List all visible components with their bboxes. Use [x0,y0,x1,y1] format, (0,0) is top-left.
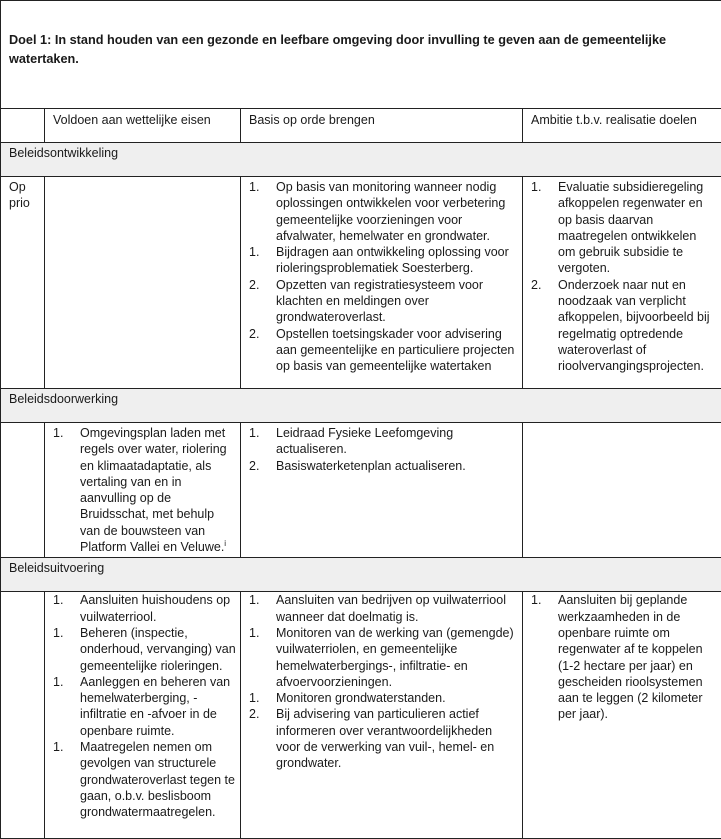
column-header-row [1,109,721,143]
cell-wettelijk [45,592,241,839]
list-item-text: Aansluiten huishoudens op vuilwaterriool. [80,593,230,623]
list-item [249,592,518,625]
column-header-basis: Basis op orde brengen [241,109,523,143]
column-header-wettelijk: Voldoen aan wettelijke eisen [45,109,241,143]
section-heading-beleidsontwikkeling: Beleidsontwikkeling [1,143,721,177]
list-number: 1. [249,690,259,706]
row-label: Op prio [1,177,45,389]
list-item [531,277,717,375]
list-item-text: Onderzoek naar nut en noodzaak van verplicht afkoppelen, bijvoorbeeld bij regelmatig optredende wateroverlast of rioolvervangingsprojecten. [558,278,710,373]
list-item [53,625,236,674]
list-item-text: Bij advisering van particulieren actief informeren over verantwoordelijkheden voor de verwerking van vuil-, hemel- en grondwater. [276,707,494,770]
list-number: 1. [249,179,259,195]
list-number: 1. [249,425,259,441]
list-item [249,277,518,326]
row-label [1,592,45,839]
cell-basis [241,177,523,389]
list-number: 2. [249,326,259,342]
list-number: 2. [249,277,259,293]
list-item [53,674,236,739]
list-number: 1. [249,592,259,608]
list-number: 1. [53,425,63,441]
section-heading-beleidsuitvoering: Beleidsuitvoering [1,558,721,592]
list-item [531,592,717,722]
list-item-text: Evaluatie subsidieregeling afkoppelen regenwater en op basis daarvan maatregelen ontwikkelen om gebruik subsidie te vergoten. [558,180,703,275]
section-row-beleidsuitvoering [1,592,721,839]
cell-ambitie [523,177,721,389]
list-item-text: Aansluiten bij geplande werkzaamheden in de openbare ruimte om regenwater af te koppelen (1-2 hectare per jaar) en gescheiden rioolsystemen aan te leggen (2 kilometer per jaar). [558,593,703,721]
list-item [249,706,518,771]
column-header-ambitie: Ambitie t.b.v. realisatie doelen [523,109,721,143]
cell-wettelijk [45,177,241,389]
cell-wettelijk [45,423,241,558]
footnote-marker: i [224,539,226,548]
list-number: 1. [53,592,63,608]
column-header-label [1,109,45,143]
list-item [249,179,518,244]
section-heading-row [1,558,721,592]
list-item-text: Bijdragen aan ontwikkeling oplossing voor rioleringsproblematiek Soesterberg. [276,245,509,275]
list-item-text: Maatregelen nemen om gevolgen van structurele grondwateroverlast tegen te gaan, o.b.v. beslisboom grondwatermaatregelen. [80,740,235,819]
list-item [249,690,518,706]
list-item-text: Leidraad Fysieke Leefomgeving actualiseren. [276,426,453,456]
list-number: 1. [53,739,63,755]
list-item-text: Basiswaterketenplan actualiseren. [276,459,466,473]
list-number: 2. [249,706,259,722]
list-number: 1. [249,625,259,641]
title-row [1,1,721,109]
list-item [249,244,518,277]
row-label [1,423,45,558]
section-heading-row [1,143,721,177]
list-number: 2. [249,458,259,474]
list-item-text: Omgevingsplan laden met regels over water, riolering en klimaatadaptatie, als vertaling van en in aanvulling op de Bruidsschat, met behulp van de bouwsteen van Platform Vallei en Veluwe. [80,426,227,554]
section-heading-beleidsdoorwerking: Beleidsdoorwerking [1,389,721,423]
list-item-text: Opstellen toetsingskader voor advisering aan gemeentelijke en particuliere projecten op basis van gemeentelijke watertaken [276,327,514,374]
section-heading-row [1,389,721,423]
list-item-text: Opzetten van registratiesysteem voor klachten en meldingen over grondwateroverlast. [276,278,483,325]
list-number: 2. [531,277,541,293]
list-item-text: Monitoren grondwaterstanden. [276,691,446,705]
section-row-beleidsontwikkeling [1,177,721,389]
list-item [249,625,518,690]
list-item [53,592,236,625]
list-item-text: Op basis van monitoring wanneer nodig oplossingen ontwikkelen voor verbetering gemeentelijke voorzieningen voor afvalwater, hemelwater en grondwater. [276,180,505,243]
list-number: 1. [53,674,63,690]
list-item [53,425,236,555]
list-item-text: Monitoren van de werking van (gemengde) vuilwaterriolen, en gemeentelijke hemelwaterbergings-, infiltratie- en afvoervoorzieningen. [276,626,514,689]
cell-basis [241,592,523,839]
list-item [531,179,717,277]
list-item [249,326,518,375]
list-item-text: Aanleggen en beheren van hemelwaterberging, -infiltratie en -afvoer in de openbare ruimte. [80,675,230,738]
list-item [249,458,518,474]
cell-basis [241,423,523,558]
list-number: 1. [531,592,541,608]
list-item-text: Beheren (inspectie, onderhoud, vervanging) van gemeentelijke rioleringen. [80,626,236,673]
list-item [53,739,236,820]
list-number: 1. [531,179,541,195]
section-row-beleidsdoorwerking [1,423,721,558]
cell-ambitie [523,423,721,558]
goal-title: Doel 1: In stand houden van een gezonde en leefbare omgeving door invulling te geven aan de gemeentelijke watertaken. [1,1,721,109]
list-item-text: Aansluiten van bedrijven op vuilwaterriool wanneer dat doelmatig is. [276,593,506,623]
list-number: 1. [53,625,63,641]
cell-ambitie [523,592,721,839]
list-item [249,425,518,458]
list-number: 1. [249,244,259,260]
